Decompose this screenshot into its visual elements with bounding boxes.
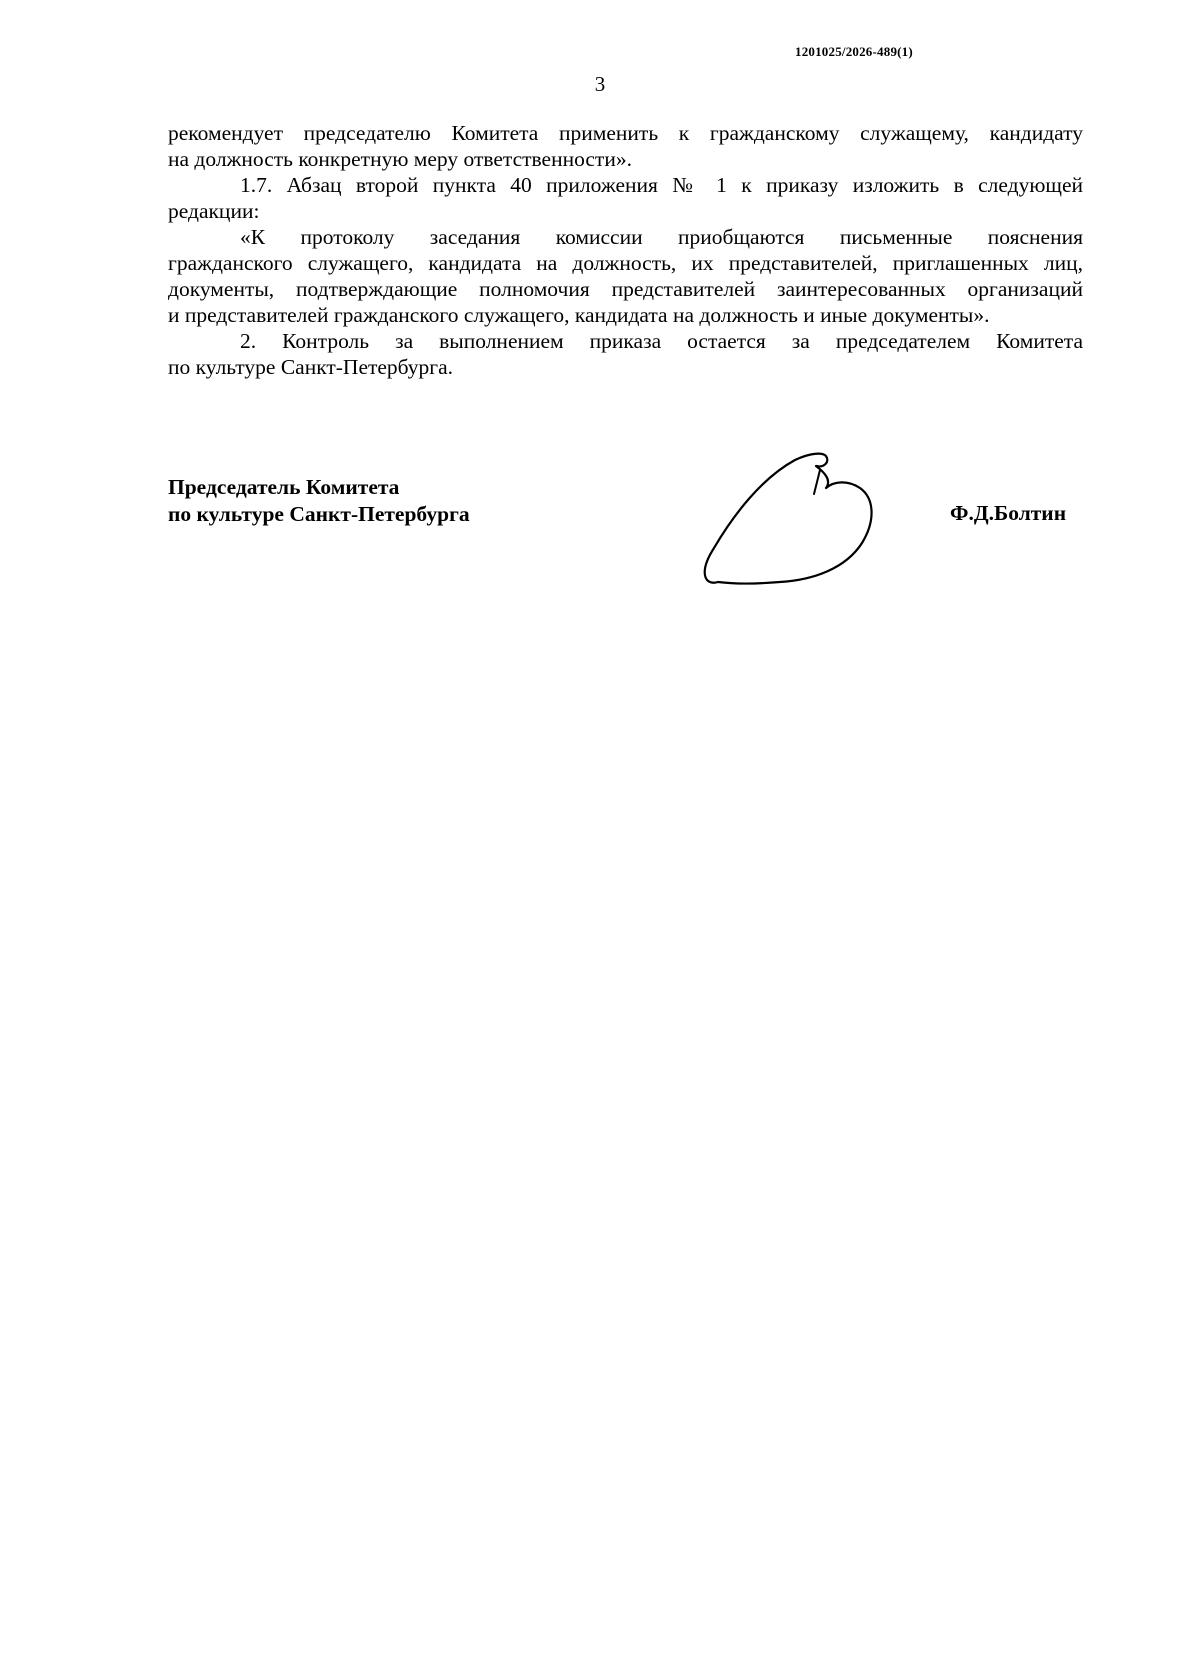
paragraph-line: редакции: [168, 199, 260, 223]
handwritten-signature [700, 448, 930, 598]
paragraph-line: гражданского служащего, кандидата на должность, их представителей, приглашенных лиц, [168, 251, 1083, 275]
paragraph-line: на должность конкретную меру ответственности». [168, 147, 632, 171]
paragraph-line: 2. Контроль за выполнением приказа остается за председателем Комитета [240, 329, 1083, 353]
signer-title-line: Председатель Комитета [168, 475, 400, 499]
page-number: 3 [594, 72, 606, 96]
document-body [168, 120, 1083, 380]
paragraph-line: «К протоколу заседания комиссии приобщаются письменные пояснения [240, 225, 1083, 249]
paragraph-line: и представителей гражданского служащего, кандидата на должность и иные документы». [168, 303, 990, 327]
document-number: 1201025/2026-489(1) [795, 44, 913, 59]
paragraph-line: документы, подтверждающие полномочия представителей заинтересованных организаций [168, 277, 1083, 301]
signer-title [168, 474, 470, 528]
paragraph-line: 1.7. Абзац второй пункта 40 приложения № 1 к приказу изложить в следующей [240, 173, 1083, 197]
paragraph-line: по культуре Санкт-Петербурга. [168, 355, 454, 379]
signer-title-line: по культуре Санкт-Петербурга [168, 502, 470, 526]
signer-name: Ф.Д.Болтин [950, 501, 1067, 525]
paragraph-line: рекомендует председателю Комитета применить к гражданскому служащему, кандидату [168, 121, 1083, 145]
